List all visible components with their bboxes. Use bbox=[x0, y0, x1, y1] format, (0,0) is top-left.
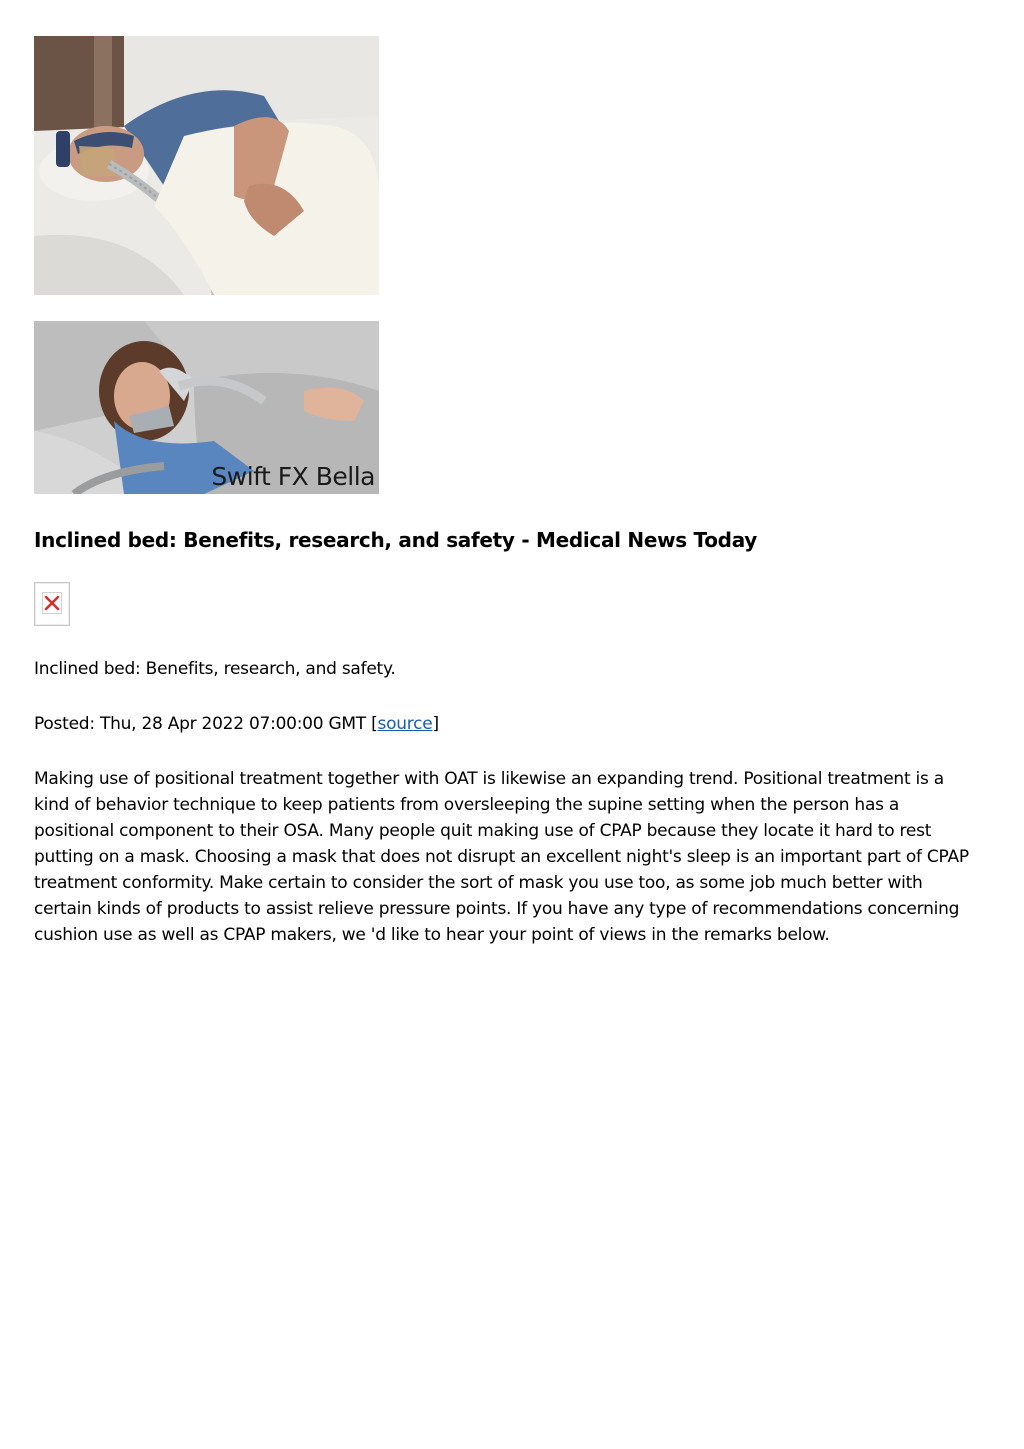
article-summary: Inclined bed: Benefits, research, and safety. bbox=[34, 659, 396, 679]
posted-date: Posted: Thu, 28 Apr 2022 07:00:00 GMT [ bbox=[34, 714, 378, 734]
broken-image-icon bbox=[42, 592, 62, 614]
photo-man-cpap bbox=[34, 36, 379, 295]
man-cpap-image bbox=[34, 36, 379, 295]
posted-line bbox=[34, 711, 984, 737]
photo-caption: Swift FX Bella bbox=[211, 462, 375, 491]
article-page bbox=[34, 36, 984, 948]
posted-bracket-close: ] bbox=[432, 714, 439, 734]
photo-woman-cpap bbox=[34, 321, 379, 494]
source-link[interactable]: source bbox=[377, 714, 433, 734]
article-title: Inclined bed: Benefits, research, and safety - Medical News Today bbox=[34, 528, 758, 552]
broken-image-placeholder bbox=[34, 582, 70, 626]
article-body: Making use of positional treatment together with OAT is likewise an expanding trend. Positional treatment is a kind of behavior technique to keep patients from oversleeping the supine setting when the person has a positional component to their OSA. Many people quit making use of CPAP because they locate it hard to rest putting on a mask. Choosing a mask that does not disrupt an excellent night's sleep is an important part of CPAP treatment conformity. Make certain to consider the sort of mask you use too, as some job much better with certain kinds of products to assist relieve pressure points. If you have any type of recommendations concerning cushion use as well as CPAP makers, we 'd like to hear your point of views in the remarks below. bbox=[34, 769, 969, 945]
